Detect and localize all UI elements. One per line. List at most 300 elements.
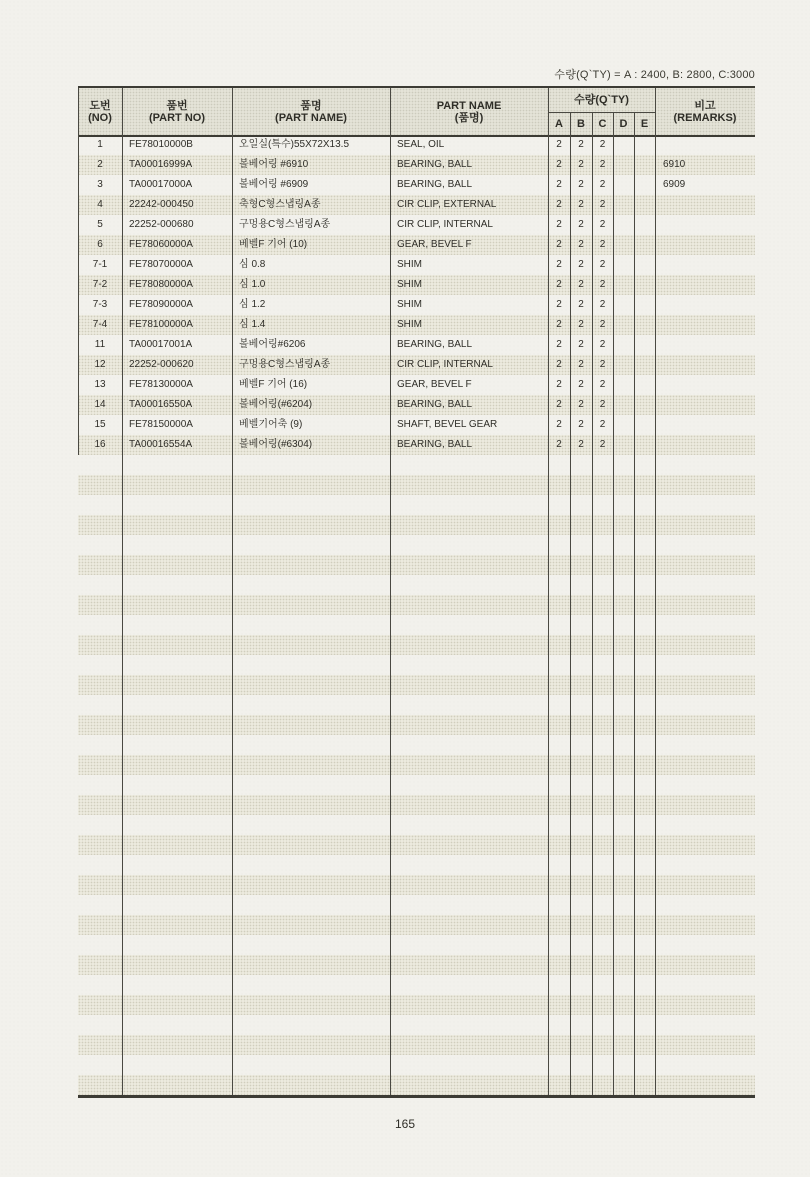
empty-table-row xyxy=(78,1015,755,1035)
cell-no xyxy=(78,975,122,995)
empty-table-row xyxy=(78,635,755,655)
cell-no xyxy=(78,1075,122,1095)
cell-part_no xyxy=(122,935,232,955)
cell-b xyxy=(570,595,592,615)
cell-e xyxy=(634,835,655,855)
cell-name_en xyxy=(390,955,548,975)
cell-no: 5 xyxy=(97,219,103,230)
column-header-qty-a: A xyxy=(555,117,563,130)
cell-a xyxy=(548,1075,570,1095)
cell-no: 7-1 xyxy=(92,259,108,270)
cell-c xyxy=(592,775,613,795)
cell-b xyxy=(570,915,592,935)
cell-d xyxy=(613,455,634,475)
cell-b: 2 xyxy=(578,239,584,250)
cell-c xyxy=(592,915,613,935)
cell-name_kr: 볼베어링 #6910 xyxy=(239,159,309,170)
cell-no: 1 xyxy=(97,139,103,150)
cell-c xyxy=(592,615,613,635)
cell-c: 2 xyxy=(599,439,606,450)
empty-table-row xyxy=(78,735,755,755)
cell-remarks xyxy=(655,635,755,655)
cell-name_en xyxy=(390,775,548,795)
cell-e xyxy=(634,415,655,435)
cell-d xyxy=(613,535,634,555)
cell-remarks xyxy=(655,835,755,855)
parts-table xyxy=(78,88,755,1097)
cell-d xyxy=(613,395,634,415)
cell-a xyxy=(548,1035,570,1055)
cell-a: 2 xyxy=(556,359,562,370)
cell-no xyxy=(78,875,122,895)
table-row xyxy=(78,315,755,335)
table-left-border xyxy=(78,88,79,455)
cell-part_no: FE78150000A xyxy=(129,419,193,430)
cell-part_no xyxy=(122,915,232,935)
cell-no: 15 xyxy=(94,419,106,430)
cell-part_no xyxy=(122,895,232,915)
cell-name_en xyxy=(390,1055,548,1075)
cell-c xyxy=(592,475,613,495)
cell-b xyxy=(570,455,592,475)
cell-a: 2 xyxy=(556,339,562,350)
column-header-no-en: (NO) xyxy=(88,111,112,124)
cell-c xyxy=(592,695,613,715)
cell-part_no xyxy=(122,615,232,635)
cell-part_no xyxy=(122,575,232,595)
cell-part_no xyxy=(122,855,232,875)
cell-b xyxy=(570,995,592,1015)
divider-no-partno xyxy=(122,88,123,1095)
cell-a xyxy=(548,895,570,915)
cell-c xyxy=(592,1015,613,1035)
cell-name_kr: 볼베어링#6206 xyxy=(239,339,306,350)
cell-name_en xyxy=(390,555,548,575)
table-row xyxy=(78,355,755,375)
cell-name_en: CIR CLIP, INTERNAL xyxy=(397,359,493,370)
cell-c xyxy=(592,815,613,835)
cell-name_kr xyxy=(232,595,390,615)
cell-remarks xyxy=(655,495,755,515)
cell-part_no: FE78010000B xyxy=(129,139,193,150)
cell-d xyxy=(613,215,634,235)
cell-c xyxy=(592,955,613,975)
cell-e xyxy=(634,515,655,535)
cell-a: 2 xyxy=(556,259,562,270)
cell-remarks xyxy=(655,135,755,155)
cell-part_no xyxy=(122,795,232,815)
cell-b xyxy=(570,515,592,535)
cell-c xyxy=(592,555,613,575)
cell-b xyxy=(570,815,592,835)
cell-e xyxy=(634,895,655,915)
cell-remarks xyxy=(655,655,755,675)
cell-e xyxy=(634,435,655,455)
cell-no xyxy=(78,1035,122,1055)
cell-c: 2 xyxy=(599,159,606,170)
divider-qty-a-b xyxy=(570,112,571,1095)
cell-e xyxy=(634,975,655,995)
cell-name_kr xyxy=(232,975,390,995)
column-header-no-kr: 도번 xyxy=(89,99,111,112)
cell-e xyxy=(634,175,655,195)
cell-part_no xyxy=(122,975,232,995)
empty-table-row xyxy=(78,1035,755,1055)
cell-no: 7-3 xyxy=(92,299,108,310)
cell-no xyxy=(78,955,122,975)
cell-name_kr xyxy=(232,915,390,935)
column-header-remarks-kr: 비고 xyxy=(694,99,716,112)
table-bottom-border xyxy=(78,1095,755,1098)
cell-d xyxy=(613,775,634,795)
cell-e xyxy=(634,335,655,355)
divider-name-partname xyxy=(390,88,391,1095)
cell-d xyxy=(613,735,634,755)
cell-remarks xyxy=(655,775,755,795)
column-header-name-kr xyxy=(232,88,390,135)
table-row xyxy=(78,415,755,435)
cell-name_kr xyxy=(232,855,390,875)
cell-name_kr: 볼베어링 #6909 xyxy=(239,179,309,190)
cell-b xyxy=(570,635,592,655)
cell-part_no xyxy=(122,775,232,795)
cell-d xyxy=(613,335,634,355)
cell-d xyxy=(613,875,634,895)
cell-b: 2 xyxy=(578,379,584,390)
column-header-part-name xyxy=(390,88,548,135)
column-header-qty-d: D xyxy=(619,117,628,130)
cell-no xyxy=(78,735,122,755)
cell-part_no: FE78100000A xyxy=(129,319,193,330)
cell-name_kr: 오일실(특수)55X72X13.5 xyxy=(239,139,350,150)
cell-c xyxy=(592,855,613,875)
cell-name_kr xyxy=(232,515,390,535)
cell-c xyxy=(592,975,613,995)
cell-remarks xyxy=(655,435,755,455)
cell-d xyxy=(613,235,634,255)
cell-remarks xyxy=(655,215,755,235)
cell-c: 2 xyxy=(599,139,606,150)
divider-partname-qty xyxy=(548,88,549,1095)
cell-name_en: SHIM xyxy=(397,299,422,310)
cell-name_kr xyxy=(232,575,390,595)
cell-name_en xyxy=(390,715,548,735)
cell-b xyxy=(570,875,592,895)
cell-b: 2 xyxy=(578,219,584,230)
cell-remarks xyxy=(655,615,755,635)
cell-no xyxy=(78,1015,122,1035)
table-row xyxy=(78,195,755,215)
cell-remarks xyxy=(655,235,755,255)
empty-table-row xyxy=(78,475,755,495)
cell-d xyxy=(613,1055,634,1075)
table-row xyxy=(78,275,755,295)
empty-table-row xyxy=(78,695,755,715)
cell-remarks xyxy=(655,1055,755,1075)
cell-name_kr: 볼베어링(#6304) xyxy=(239,439,313,450)
cell-part_no xyxy=(122,995,232,1015)
cell-no xyxy=(78,715,122,735)
cell-b xyxy=(570,675,592,695)
cell-c xyxy=(592,1075,613,1095)
cell-d xyxy=(613,695,634,715)
cell-d xyxy=(613,375,634,395)
empty-table-row xyxy=(78,1055,755,1075)
cell-remarks xyxy=(655,195,755,215)
cell-a xyxy=(548,835,570,855)
cell-name_en: BEARING, BALL xyxy=(397,439,473,450)
cell-d xyxy=(613,555,634,575)
cell-no xyxy=(78,615,122,635)
cell-name_en xyxy=(390,475,548,495)
cell-e xyxy=(634,815,655,835)
cell-no xyxy=(78,935,122,955)
cell-c xyxy=(592,935,613,955)
cell-name_en: SEAL, OIL xyxy=(397,139,445,150)
page-number: 165 xyxy=(394,1117,416,1131)
table-row xyxy=(78,335,755,355)
cell-b xyxy=(570,495,592,515)
table-body xyxy=(78,135,755,1095)
cell-name_en xyxy=(390,975,548,995)
cell-remarks: 6910 xyxy=(663,159,686,170)
cell-b: 2 xyxy=(578,299,584,310)
cell-name_kr: 심 1.0 xyxy=(239,279,266,290)
cell-remarks xyxy=(655,335,755,355)
cell-b xyxy=(570,555,592,575)
cell-d xyxy=(613,935,634,955)
cell-part_no xyxy=(122,535,232,555)
cell-d xyxy=(613,1075,634,1095)
cell-name_en xyxy=(390,655,548,675)
cell-remarks xyxy=(655,295,755,315)
cell-remarks xyxy=(655,395,755,415)
cell-c xyxy=(592,1035,613,1055)
cell-name_en xyxy=(390,515,548,535)
cell-b: 2 xyxy=(578,359,584,370)
column-header-name-kr-en: (PART NAME) xyxy=(275,111,347,124)
cell-a xyxy=(548,675,570,695)
cell-d xyxy=(613,515,634,535)
cell-part_no xyxy=(122,1035,232,1055)
cell-name_en xyxy=(390,815,548,835)
cell-no xyxy=(78,695,122,715)
cell-c: 2 xyxy=(599,279,606,290)
cell-name_en: BEARING, BALL xyxy=(397,399,473,410)
cell-e xyxy=(634,535,655,555)
cell-name_en xyxy=(390,1075,548,1095)
column-header-no xyxy=(78,88,122,135)
cell-remarks xyxy=(655,975,755,995)
cell-b: 2 xyxy=(578,159,584,170)
table-row xyxy=(78,395,755,415)
cell-d xyxy=(613,815,634,835)
cell-part_no: FE78130000A xyxy=(129,379,193,390)
cell-a xyxy=(548,575,570,595)
table-row xyxy=(78,155,755,175)
column-header-part-name-kr: (품명) xyxy=(454,111,484,124)
cell-name_kr xyxy=(232,675,390,695)
empty-table-row xyxy=(78,1075,755,1095)
table-row xyxy=(78,295,755,315)
cell-d xyxy=(613,975,634,995)
table-row xyxy=(78,375,755,395)
cell-remarks xyxy=(655,1015,755,1035)
cell-e xyxy=(634,215,655,235)
cell-c: 2 xyxy=(599,379,606,390)
cell-e xyxy=(634,1035,655,1055)
cell-name_kr: 구멍용C형스냅링A종 xyxy=(239,359,331,370)
cell-d xyxy=(613,135,634,155)
column-header-qty-c: C xyxy=(598,117,607,130)
cell-a xyxy=(548,715,570,735)
column-header-part-no xyxy=(122,88,232,135)
cell-remarks xyxy=(655,255,755,275)
cell-no: 14 xyxy=(94,399,106,410)
cell-d xyxy=(613,155,634,175)
cell-remarks xyxy=(655,755,755,775)
cell-c xyxy=(592,635,613,655)
cell-d xyxy=(613,275,634,295)
cell-a: 2 xyxy=(556,139,562,150)
cell-name_kr: 축형C형스냅링A종 xyxy=(239,199,321,210)
cell-remarks xyxy=(655,815,755,835)
cell-e xyxy=(634,955,655,975)
cell-a: 2 xyxy=(556,439,562,450)
empty-table-row xyxy=(78,595,755,615)
cell-b xyxy=(570,535,592,555)
cell-e xyxy=(634,475,655,495)
cell-e xyxy=(634,855,655,875)
cell-part_no: TA00017000A xyxy=(129,179,193,190)
table-row xyxy=(78,235,755,255)
cell-part_no: TA00016554A xyxy=(129,439,193,450)
cell-a xyxy=(548,515,570,535)
cell-c xyxy=(592,575,613,595)
empty-table-row xyxy=(78,935,755,955)
cell-name_kr: 심 1.2 xyxy=(239,299,266,310)
cell-name_kr xyxy=(232,655,390,675)
cell-name_en xyxy=(390,935,548,955)
cell-e xyxy=(634,375,655,395)
cell-e xyxy=(634,1015,655,1035)
cell-part_no xyxy=(122,875,232,895)
cell-c xyxy=(592,515,613,535)
cell-b xyxy=(570,715,592,735)
cell-part_no xyxy=(122,555,232,575)
cell-b: 2 xyxy=(578,419,584,430)
cell-a xyxy=(548,1055,570,1075)
table-row xyxy=(78,215,755,235)
cell-e xyxy=(634,695,655,715)
cell-name_kr xyxy=(232,495,390,515)
cell-a xyxy=(548,615,570,635)
cell-part_no: FE78060000A xyxy=(129,239,193,250)
cell-b xyxy=(570,615,592,635)
cell-part_no xyxy=(122,595,232,615)
cell-c xyxy=(592,655,613,675)
cell-remarks xyxy=(655,355,755,375)
cell-d xyxy=(613,675,634,695)
cell-e xyxy=(634,135,655,155)
cell-no: 7-2 xyxy=(92,279,108,290)
cell-name_en xyxy=(390,595,548,615)
empty-table-row xyxy=(78,855,755,875)
cell-e xyxy=(634,455,655,475)
cell-b: 2 xyxy=(578,259,584,270)
cell-no: 13 xyxy=(94,379,106,390)
cell-part_no: TA00016550A xyxy=(129,399,193,410)
cell-name_en: CIR CLIP, EXTERNAL xyxy=(397,199,497,210)
cell-name_en: BEARING, BALL xyxy=(397,159,473,170)
cell-name_kr xyxy=(232,895,390,915)
cell-d xyxy=(613,915,634,935)
empty-table-row xyxy=(78,495,755,515)
cell-part_no xyxy=(122,655,232,675)
cell-c xyxy=(592,875,613,895)
cell-name_kr: 볼베어링(#6204) xyxy=(239,399,313,410)
cell-name_en xyxy=(390,915,548,935)
cell-no xyxy=(78,915,122,935)
cell-e xyxy=(634,1075,655,1095)
cell-name_en xyxy=(390,875,548,895)
cell-name_kr xyxy=(232,875,390,895)
cell-part_no xyxy=(122,1055,232,1075)
cell-b xyxy=(570,975,592,995)
cell-c xyxy=(592,675,613,695)
cell-a: 2 xyxy=(556,319,562,330)
cell-d xyxy=(613,355,634,375)
column-header-qty-group xyxy=(548,88,655,112)
cell-c: 2 xyxy=(599,179,606,190)
cell-a: 2 xyxy=(556,379,562,390)
cell-e xyxy=(634,675,655,695)
cell-no: 3 xyxy=(97,179,103,190)
cell-no: 11 xyxy=(94,339,106,350)
cell-name_en xyxy=(390,835,548,855)
cell-a xyxy=(548,475,570,495)
empty-table-row xyxy=(78,895,755,915)
cell-part_no xyxy=(122,675,232,695)
cell-no: 12 xyxy=(94,359,106,370)
cell-c: 2 xyxy=(599,199,606,210)
cell-remarks xyxy=(655,595,755,615)
cell-no xyxy=(78,835,122,855)
cell-name_kr: 심 1.4 xyxy=(239,319,266,330)
cell-part_no: 22242-000450 xyxy=(129,199,194,210)
cell-name_kr xyxy=(232,995,390,1015)
cell-d xyxy=(613,1015,634,1035)
cell-a xyxy=(548,815,570,835)
cell-name_kr xyxy=(232,635,390,655)
cell-e xyxy=(634,935,655,955)
cell-b: 2 xyxy=(578,339,584,350)
divider-partno-name xyxy=(232,88,233,1095)
cell-name_kr xyxy=(232,695,390,715)
cell-c xyxy=(592,755,613,775)
cell-name_en xyxy=(390,455,548,475)
cell-b xyxy=(570,835,592,855)
table-row xyxy=(78,135,755,155)
cell-d xyxy=(613,315,634,335)
cell-b xyxy=(570,695,592,715)
cell-remarks xyxy=(655,555,755,575)
cell-no xyxy=(78,795,122,815)
empty-table-row xyxy=(78,535,755,555)
table-row xyxy=(78,175,755,195)
cell-name_kr xyxy=(232,1015,390,1035)
cell-a: 2 xyxy=(556,219,562,230)
